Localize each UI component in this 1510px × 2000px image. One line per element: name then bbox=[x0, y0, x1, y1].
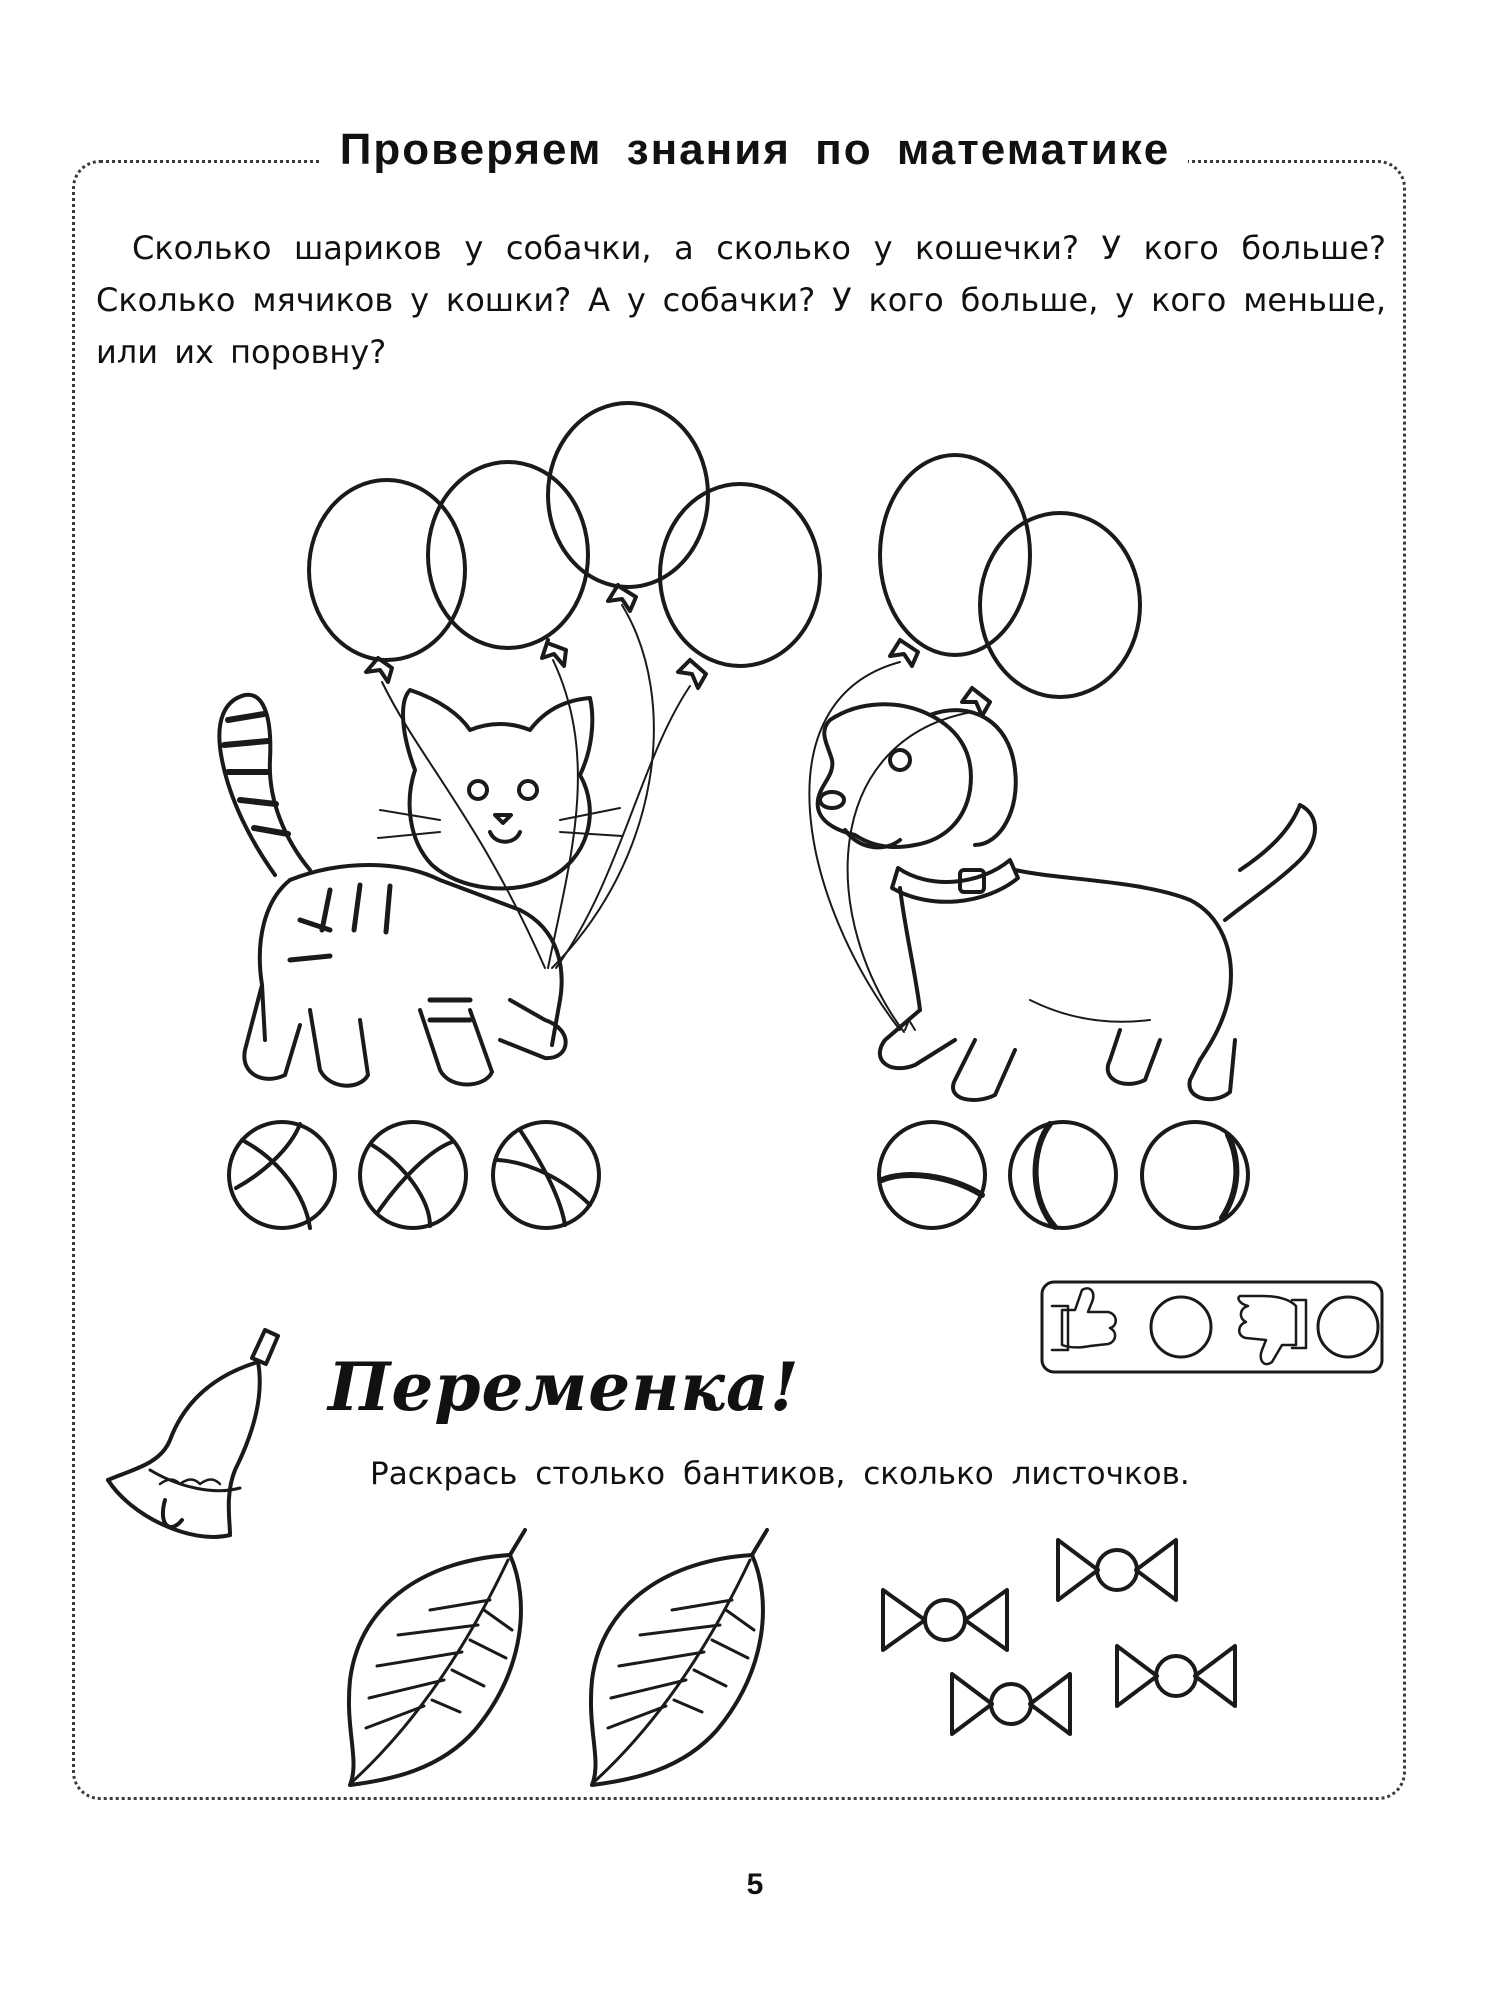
cat-balls bbox=[229, 1122, 599, 1228]
leaf bbox=[591, 1530, 767, 1785]
ball bbox=[879, 1122, 985, 1228]
page-title: Проверяем знания по математике bbox=[322, 125, 1188, 175]
bow[interactable] bbox=[1117, 1646, 1235, 1706]
ball bbox=[229, 1122, 335, 1228]
question-text: Сколько шариков у собачки, а сколько у кошечки? У кого больше? Сколько мячиков у кошки? А у собачки? У кого больше, у кого меньше, или их поровну? bbox=[96, 229, 1386, 371]
dog-illustration bbox=[818, 704, 1315, 1100]
thumbs-down-icon bbox=[1238, 1296, 1306, 1364]
balloon bbox=[809, 455, 1030, 1030]
ball bbox=[1142, 1122, 1248, 1228]
leaf bbox=[349, 1530, 525, 1785]
dog-balloons bbox=[809, 455, 1140, 1032]
task-text: Раскрась столько бантиков, сколько листочков. bbox=[370, 1456, 1190, 1492]
bow[interactable] bbox=[1058, 1540, 1176, 1600]
ball bbox=[493, 1122, 599, 1228]
bow[interactable] bbox=[952, 1674, 1070, 1734]
break-title: Переменка! bbox=[328, 1348, 800, 1426]
balloon bbox=[548, 403, 708, 968]
ball bbox=[360, 1122, 466, 1228]
ball bbox=[1010, 1122, 1116, 1228]
thumbs-up-icon bbox=[1052, 1288, 1116, 1350]
answer-box bbox=[1042, 1282, 1382, 1372]
page-number: 5 bbox=[746, 1868, 764, 1901]
bows bbox=[883, 1540, 1235, 1734]
cat-balloons bbox=[309, 403, 820, 968]
answer-circle[interactable] bbox=[1151, 1297, 1211, 1357]
balloon bbox=[848, 513, 1140, 1032]
answer-circle[interactable] bbox=[1318, 1297, 1378, 1357]
dog-balls bbox=[879, 1122, 1248, 1228]
leaves bbox=[349, 1530, 767, 1785]
bell-icon bbox=[108, 1330, 278, 1537]
bow[interactable] bbox=[883, 1590, 1007, 1650]
